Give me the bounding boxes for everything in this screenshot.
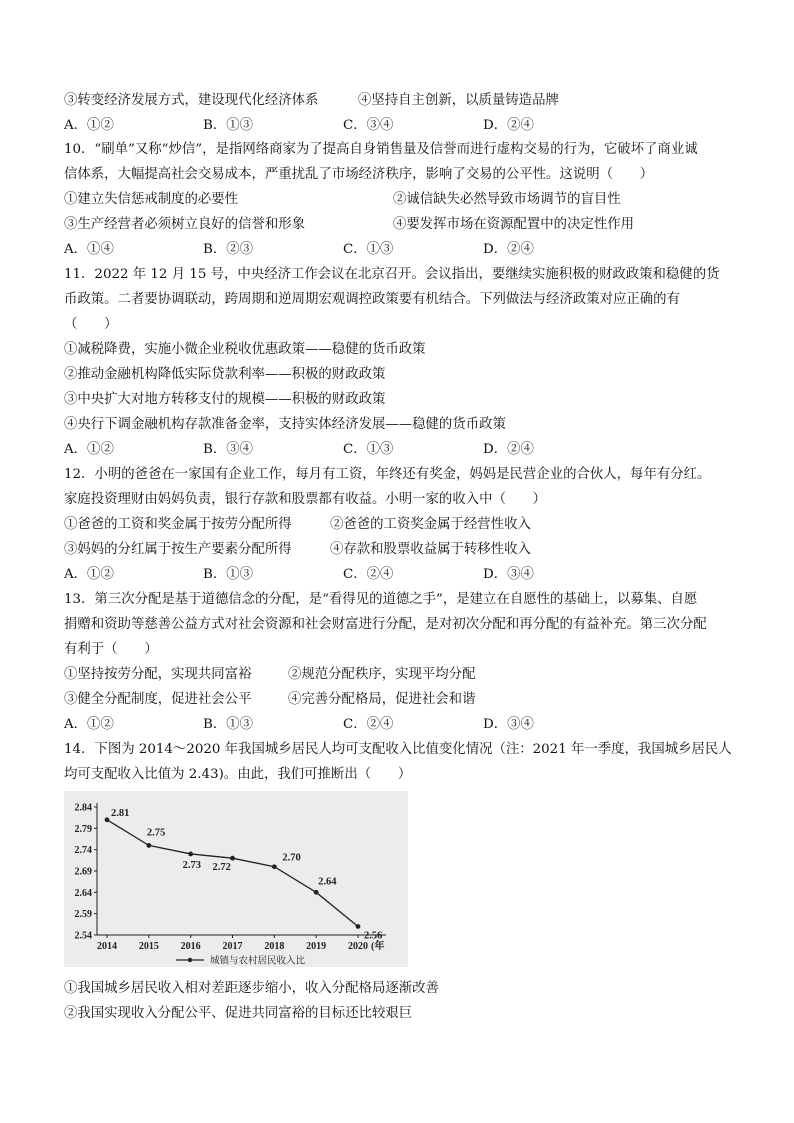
data-label: 2.72 [212,862,231,874]
y-tick-label: 2.54 [74,930,92,942]
q12-option-d[interactable]: D．③④ [483,567,534,582]
q13-stem-line-3: 有利于（ ） [64,642,158,657]
y-tick-label: 2.84 [74,802,92,814]
q12-option-a[interactable]: A．①② [64,567,114,582]
q12-statement-3: ③妈妈的分红属于按生产要素分配所得 [64,542,292,557]
q11-statement-1: ①减税降费，实施小微企业税收优惠政策——稳健的货币政策 [64,342,426,357]
q11-option-c[interactable]: C．①③ [343,442,394,457]
q13-statement-3: ③健全分配制度，促进社会公平 [64,692,252,707]
q13-statement-4: ④完善分配格局，促进社会和谐 [288,692,476,707]
q14-stem-line-2: 均可支配收入比值为 2.43)。由此，我们可推断出（ ） [64,767,412,782]
q9-option-b[interactable]: B．①③ [203,118,254,133]
x-tick-label: 2020 [348,941,368,952]
x-tick-label: 2017 [222,941,243,952]
x-tick-label: 2015 [138,941,159,952]
income-ratio-chart-svg [64,791,408,967]
q12-statement-1: ①爸爸的工资和奖金属于按劳分配所得 [64,517,292,532]
q9-statement-3: ③转变经济发展方式，建设现代化经济体系 [64,93,319,108]
q10-option-b[interactable]: B．②③ [203,242,254,257]
q12-option-b[interactable]: B．①③ [203,567,254,582]
q13-statement-2: ②规范分配秩序，实现平均分配 [288,667,476,682]
q10-statement-4: ④要发挥市场在资源配置中的决定性作用 [393,217,635,232]
x-tick-label: 2016 [180,941,201,952]
data-point [188,852,193,857]
q14-stem-line-1: 14．下图为 2014～2020 年我国城乡居民人均可支配收入比值变化情况（注：2021 年一季度，我国城乡居民人 [64,742,732,757]
q9-option-c[interactable]: C．③④ [343,118,394,133]
q11-statement-4: ④央行下调金融机构存款准备金率，支持实体经济发展——稳健的货币政策 [64,417,506,432]
q10-stem-line-1: 10．“刷单”又称“炒信”，是指网络商家为了提高自身销售量及信誉而进行虚构交易的行为，它破坏了商业诚 [64,142,698,157]
q12-stem-line-2: 家庭投资理财由妈妈负责，银行存款和股票都有收益。小明一家的收入中（ ） [64,492,547,507]
q11-statement-3: ③中央扩大对地方转移支付的规模——积极的财政政策 [64,392,386,407]
y-tick-label: 2.69 [74,866,92,878]
data-point [105,817,110,822]
x-tick-label: 2019 [306,941,327,952]
q13-option-c[interactable]: C．②④ [343,717,394,732]
income-ratio-chart [64,791,408,967]
q13-statement-1: ①坚持按劳分配，实现共同富裕 [64,667,252,682]
q10-statement-3: ③生产经营者必须树立良好的信誉和形象 [64,217,306,232]
data-point [272,864,277,869]
q9-option-a[interactable]: A．①② [64,118,114,133]
q11-statement-2: ②推动金融机构降低实际贷款利率——积极的财政政策 [64,367,386,382]
q11-option-b[interactable]: B．③④ [203,442,254,457]
q10-option-d[interactable]: D．②④ [483,242,534,257]
q12-option-c[interactable]: C．②④ [343,567,394,582]
data-point [146,843,151,848]
q11-option-a[interactable]: A．①② [64,442,114,457]
q13-stem-line-2: 捐赠和资助等慈善公益方式对社会资源和社会财富进行分配，是对初次分配和再分配的有益补充。第三次分配 [64,617,707,632]
q11-option-d[interactable]: D．②④ [483,442,534,457]
q10-stem-line-2: 信体系，大幅提高社会交易成本，严重扰乱了市场经济秩序，影响了交易的公平性。这说明（ ） [64,167,654,182]
data-point [314,890,319,895]
x-axis-unit-label: (年 [371,941,385,952]
q13-option-a[interactable]: A．①② [64,717,114,732]
data-label: 2.64 [318,876,337,888]
q13-option-d[interactable]: D．③④ [483,717,534,732]
data-point [356,924,361,929]
q14-statement-2: ②我国实现收入分配公平、促进共同富裕的目标还比较艰巨 [64,1006,413,1021]
q12-statement-4: ④存款和股票收益属于转移性收入 [330,542,531,557]
series-line [107,820,358,927]
q13-stem-line-1: 13．第三次分配是基于道德信念的分配，是“看得见的道德之手”，是建立在自愿性的基础上，以募集、自愿 [64,592,698,607]
q13-option-b[interactable]: B．①③ [203,717,254,732]
data-point [230,856,235,861]
data-label: 2.56 [364,930,383,942]
q14-statement-1: ①我国城乡居民收入相对差距逐步缩小，收入分配格局逐渐改善 [64,981,439,996]
q10-statement-2: ②诚信缺失必然导致市场调节的盲目性 [393,192,621,207]
y-tick-label: 2.74 [74,845,92,857]
q10-statement-1: ①建立失信惩戒制度的必要性 [64,192,239,207]
q10-option-a[interactable]: A．①④ [64,242,114,257]
data-label: 2.75 [146,827,166,839]
data-label: 2.70 [282,852,301,864]
q12-stem-line-1: 12．小明的爸爸在一家国有企业工作，每月有工资，年终还有奖金，妈妈是民营企业的合伙人，每年有分红。 [64,467,711,482]
q11-stem-line-3: （ ） [64,317,118,332]
y-tick-label: 2.79 [74,823,92,835]
data-label: 2.81 [111,807,130,819]
data-label: 2.73 [182,859,202,871]
x-tick-label: 2018 [264,941,285,952]
q10-option-c[interactable]: C．①③ [343,242,394,257]
q11-stem-line-2: 币政策。二者要协调联动，跨周期和逆周期宏观调控政策要有机结合。下列做法与经济政策对应正确的有 [64,292,680,307]
q9-option-d[interactable]: D．②④ [483,118,534,133]
q9-statement-4: ④坚持自主创新，以质量铸造品牌 [358,93,559,108]
x-tick-label: 2014 [97,941,117,952]
legend-label: 城镇与农村居民收入比 [210,955,306,967]
q12-statement-2: ②爸爸的工资奖金属于经营性收入 [330,517,531,532]
y-tick-label: 2.59 [74,909,92,921]
q11-stem-line-1: 11．2022 年 12 月 15 号，中央经济工作会议在北京召开。会议指出，要继续实施积极的财政政策和稳健的货 [64,267,720,282]
legend-marker [188,958,192,962]
y-tick-label: 2.64 [74,887,92,899]
